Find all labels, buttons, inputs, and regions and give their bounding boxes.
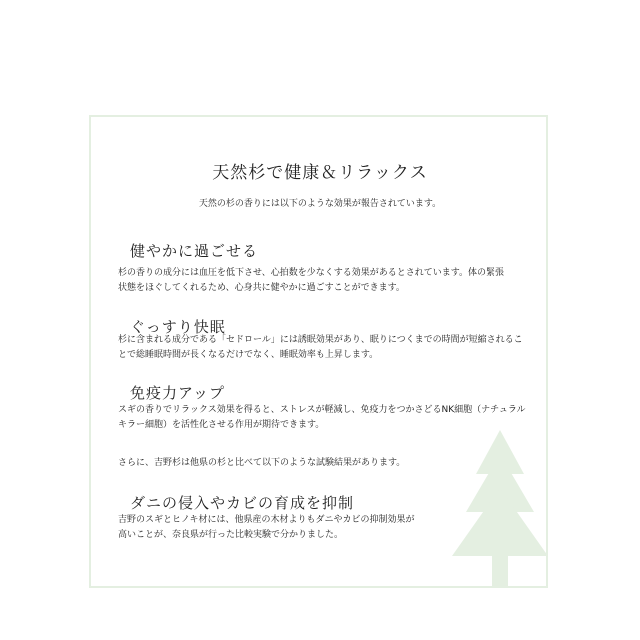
body-line: 杉の香りの成分には血圧を低下させ、心拍数を少なくする効果があるとされています。体の緊張 bbox=[118, 268, 505, 278]
section-heading-health: 健やかに過ごせる bbox=[130, 242, 259, 260]
body-line: 状態をほぐしてくれるため、心身共に健やかに過ごすことができます。 bbox=[118, 283, 405, 293]
body-line: さらに、吉野杉は他県の杉と比べて以下のような試験結果があります。 bbox=[118, 458, 406, 468]
page-subtitle: 天然の杉の香りには以下のような効果が報告されています。 bbox=[198, 199, 442, 209]
section-body-intro-yoshino bbox=[118, 456, 518, 471]
body-line: キラー細胞）を活性化させる作用が期待できます。 bbox=[118, 420, 325, 430]
body-line: とで総睡眠時間が長くなるだけでなく、睡眠効率も上昇します。 bbox=[118, 350, 379, 360]
section-body-sleep bbox=[118, 333, 523, 363]
body-line: 吉野のスギとヒノキ材には、他県産の木材よりもダニやカビの抑制効果が bbox=[118, 515, 415, 525]
section-body-mite-mold bbox=[118, 513, 518, 543]
section-body-health bbox=[118, 266, 518, 296]
section-heading-immunity: 免疫力アップ bbox=[130, 384, 225, 402]
body-line: スギの香りでリラックス効果を得ると、ストレスが軽減し、免疫力をつかさどるNK細胞（ナチュラル bbox=[118, 405, 526, 415]
section-heading-sleep: ぐっすり快眠 bbox=[130, 318, 226, 336]
section-heading-mite-mold: ダニの侵入やカビの育成を抑制 bbox=[130, 494, 355, 512]
page-title: 天然杉で健康＆リラックス bbox=[212, 163, 428, 183]
body-line: 杉に含まれる成分である「セドロール」には誘眠効果があり、眠りにつくまでの時間が短縮されるこ bbox=[118, 335, 523, 345]
body-line: 高いことが、奈良県が行った比較実験で分かりました。 bbox=[118, 530, 344, 540]
section-body-immunity bbox=[118, 403, 526, 433]
cedar-tree-icon bbox=[440, 430, 560, 588]
